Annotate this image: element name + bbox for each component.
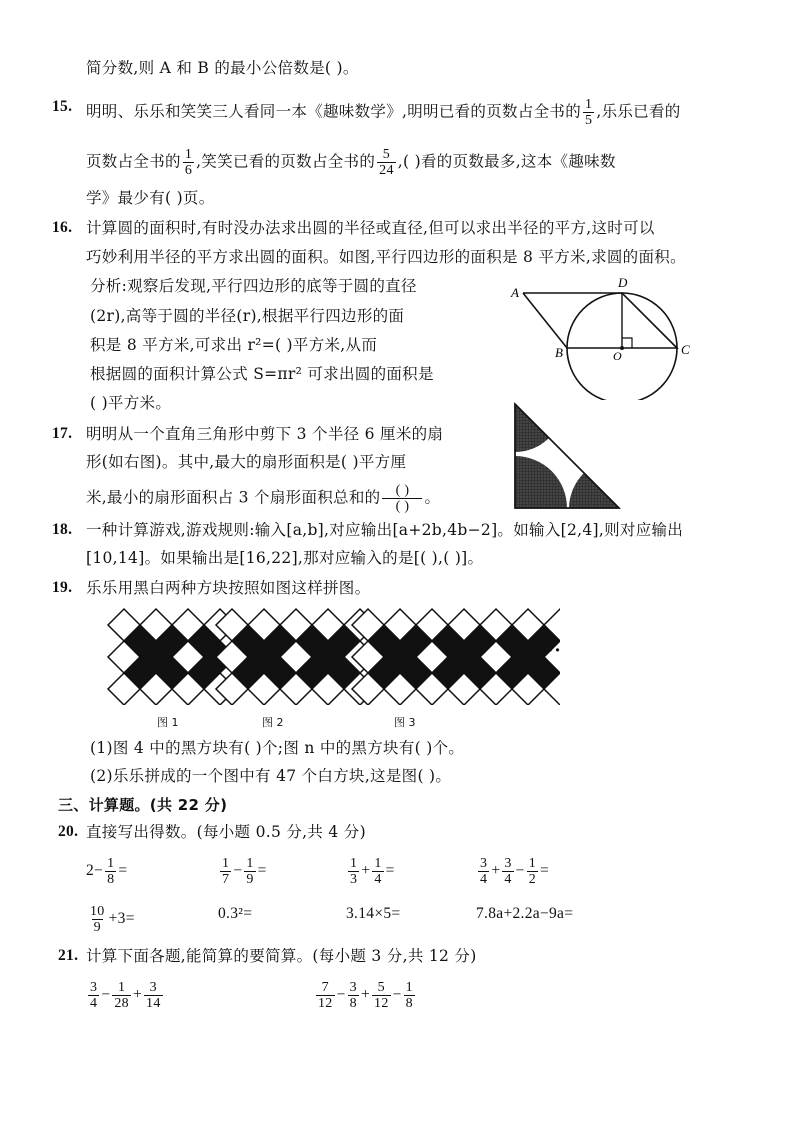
- q17-text-d: 。: [424, 488, 441, 507]
- label-A: A: [511, 285, 519, 300]
- q17-text-c: 米,最小的扇形面积占 3 个扇形面积总和的: [86, 488, 381, 507]
- q15-text-d: ,笑笑已看的页数占全书的: [196, 152, 376, 171]
- q18-number: 18.: [52, 521, 73, 538]
- calc20-b: $\frac{1}{7}$ − $\frac{1}{9}$ =: [222, 856, 267, 887]
- label-C: C: [681, 342, 690, 357]
- q19-part2: (2)乐乐拼成的一个图中有 47 个白方块,这是图( )。: [90, 767, 452, 785]
- calc21-a: $\frac{3}{4}$ − $\frac{1}{28}$ + $\frac{3}{14}$: [90, 980, 161, 1011]
- q17-line1: 明明从一个直角三角形中剪下 3 个半径 6 厘米的扇: [86, 425, 444, 443]
- caption-figure-3: 图 3: [394, 716, 416, 729]
- q18-line1: 一种计算游戏,游戏规则:输入[a,b],对应输出[a+2b,4b−2]。如输入[2,4],则对应输出: [86, 521, 684, 539]
- q21-instructions: 计算下面各题,能简算的要简算。(每小题 3 分,共 12 分): [86, 947, 477, 965]
- label-O: O: [613, 349, 622, 363]
- caption-figure-2: 图 2: [262, 716, 284, 729]
- q20-instructions: 直接写出得数。(每小题 0.5 分,共 4 分): [86, 823, 366, 841]
- q16-line1: 计算圆的面积时,有时没办法求出圆的半径或直径,但可以求出半径的平方,这时可以: [86, 219, 655, 237]
- q19-number: 19.: [52, 579, 73, 596]
- calc20-c: $\frac{1}{3}$ + $\frac{1}{4}$ =: [350, 856, 395, 887]
- q16-line4: (2r),高等于圆的半径(r),根据平行四边形的面: [90, 307, 405, 325]
- q14-tail: 简分数,则 A 和 B 的最小公倍数是( )。: [86, 59, 359, 77]
- parallelogram: [523, 293, 677, 348]
- label-B: B: [555, 345, 563, 360]
- fraction-1-5: $\frac{1}{5}$: [585, 97, 593, 128]
- q15-line3: 学》最少有( )页。: [86, 189, 215, 207]
- q15-line1: [86, 97, 681, 128]
- circle-parallelogram-figure: [505, 275, 705, 400]
- q15-text-e: ,( )看的页数最多,这本《趣味数: [397, 152, 616, 171]
- calc20-h: 7.8a+2.2a−9a=: [476, 905, 574, 922]
- q15-text-a: 明明、乐乐和笑笑三人看同一本《趣味数学》,明明已看的页数占全书的: [86, 102, 582, 121]
- q18-line2: [10,14]。如果输出是[16,22],那对应输入的是[( ),( )]。: [86, 549, 484, 567]
- calc20-d: $\frac{3}{4}$ + $\frac{3}{4}$ − $\frac{1}{2}$ =: [480, 856, 550, 887]
- q19-line1: 乐乐用黑白两种方块按照如图这样拼图。: [86, 579, 371, 597]
- q16-line2: 巧妙利用半径的平方求出圆的面积。如图,平行四边形的面积是 8 平方米,求圆的面积。: [86, 248, 686, 266]
- q17-line3: [86, 483, 440, 514]
- calc21-b: $\frac{7}{12}$ − $\frac{3}{8}$ + $\frac{5}{12}$ − $\frac{1}{8}$: [318, 980, 413, 1011]
- q16-line6: 根据圆的面积计算公式 S=πr² 可求出圆的面积是: [90, 365, 434, 383]
- continuation-dots: ······: [518, 640, 562, 661]
- q16-line7: ( )平方米。: [90, 394, 172, 412]
- q21-number: 21.: [58, 947, 79, 964]
- tiling-pattern-figures: [100, 605, 560, 705]
- calc20-e: $\frac{10}{9}$ +3=: [90, 904, 135, 935]
- q15-text-b: ,乐乐已看的: [596, 102, 681, 121]
- q16-line5: 积是 8 平方米,可求出 r²=( )平方米,从而: [90, 336, 378, 354]
- q17-number: 17.: [52, 425, 73, 442]
- triangle-sectors-figure: [511, 400, 623, 512]
- calc20-g: 3.14×5=: [346, 905, 401, 922]
- tiling-tiles: [108, 609, 560, 705]
- calc20-f: 0.3²=: [218, 905, 253, 922]
- q17-line2: 形(如右图)。其中,最大的扇形面积是( )平方厘: [86, 453, 407, 471]
- q20-number: 20.: [58, 823, 79, 840]
- right-angle-mark: [622, 338, 632, 348]
- fraction-5-24: $\frac{5}{24}$: [379, 147, 394, 178]
- q19-part1: (1)图 4 中的黑方块有( )个;图 n 中的黑方块有( )个。: [90, 739, 465, 757]
- calc20-a: 2− $\frac{1}{8}$ =: [86, 856, 128, 887]
- caption-figure-1: 图 1: [157, 716, 179, 729]
- q15-text-c: 页数占全书的: [86, 152, 181, 171]
- q16-line3: 分析:观察后发现,平行四边形的底等于圆的直径: [90, 277, 417, 295]
- section-3-heading: 三、计算题。(共 22 分): [58, 796, 228, 814]
- blank-fraction: $\frac{( )}{( )}$: [382, 483, 422, 514]
- q15-number: 15.: [52, 98, 73, 115]
- label-D: D: [618, 275, 628, 290]
- q16-number: 16.: [52, 219, 73, 236]
- fraction-1-6: $\frac{1}{6}$: [184, 147, 193, 178]
- q15-line2: [86, 147, 616, 178]
